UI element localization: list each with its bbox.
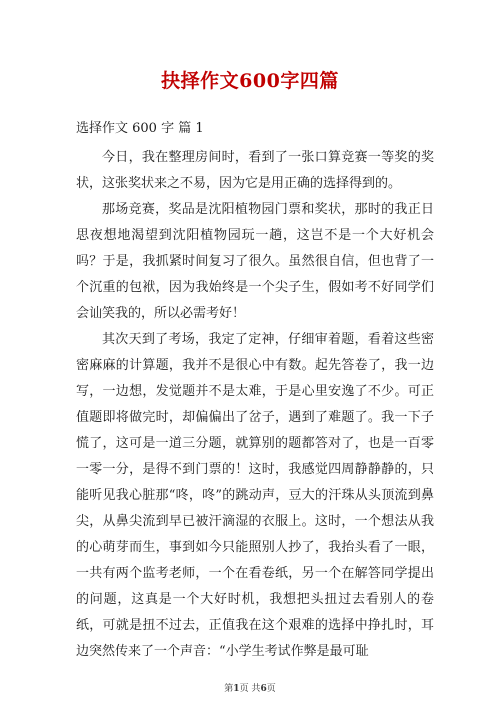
section-heading: 选择作文 600 字 篇 1 xyxy=(76,121,204,136)
footer-prefix: 第 xyxy=(224,684,234,694)
paragraph-3: 其次天到了考场，我定了定神，仔细审着题，看着这些密密麻麻的计算题，我并不是很心中有数。起先答卷了，我一边写，一边想，发觉题并不是太难，于是心里安逸了不少。可正值题即将做完时，却偏偏出了岔子，遇到了难题了。我一下子慌了，这可是一道三分题，就算别的题都答对了，也是一百零一零一分，是得不到门票的！这时，我感觉四周静静静的，只能听见我心脏那“咚，咚”的跳动声，豆大的汗珠从头顶流到鼻尖，从鼻尖流到早已被汗滴湿的衣服上。这时，一个想法从我的心萌芽而生，事到如今只能照别人抄了，我抬头看了一眼，一共有两个监考老师，一个在看卷纸，另一个在解答同学提出的问题，这真是一个大好时机，我想把头扭过去看别人的卷纸，可就是扭不过去，正值我在这个艰难的选择中挣扎时，耳边突然传来了一个声音：“小学生考试作弊是最可耻 xyxy=(76,332,434,659)
footer-mid: 页 共 xyxy=(239,684,261,694)
paragraph-1: 今日，我在整理房间时，看到了一张口算竞赛一等奖的奖状，这张奖状来之不易，因为它是用正确的选择得到的。 xyxy=(76,150,434,191)
footer-total-pages: 6 xyxy=(260,684,267,694)
page-footer xyxy=(0,681,500,694)
body-text xyxy=(76,145,434,665)
paragraph-2: 那场竞赛，奖品是沈阳植物园门票和奖状，那时的我正日思夜想地渴望到沈阳植物园玩一趟，这岂不是一个大好机会吗？于是，我抓紧时间复习了很久。虽然很自信，但也背了一个沉重的包袱，因为我始终是一个尖子生，假如考不好同学们会讪笑我的，所以必需考好！ xyxy=(76,202,434,321)
footer-suffix: 页 xyxy=(266,684,276,694)
footer-current-page: 1 xyxy=(233,684,240,694)
document-title: 抉择作文600字四篇 xyxy=(161,70,339,92)
